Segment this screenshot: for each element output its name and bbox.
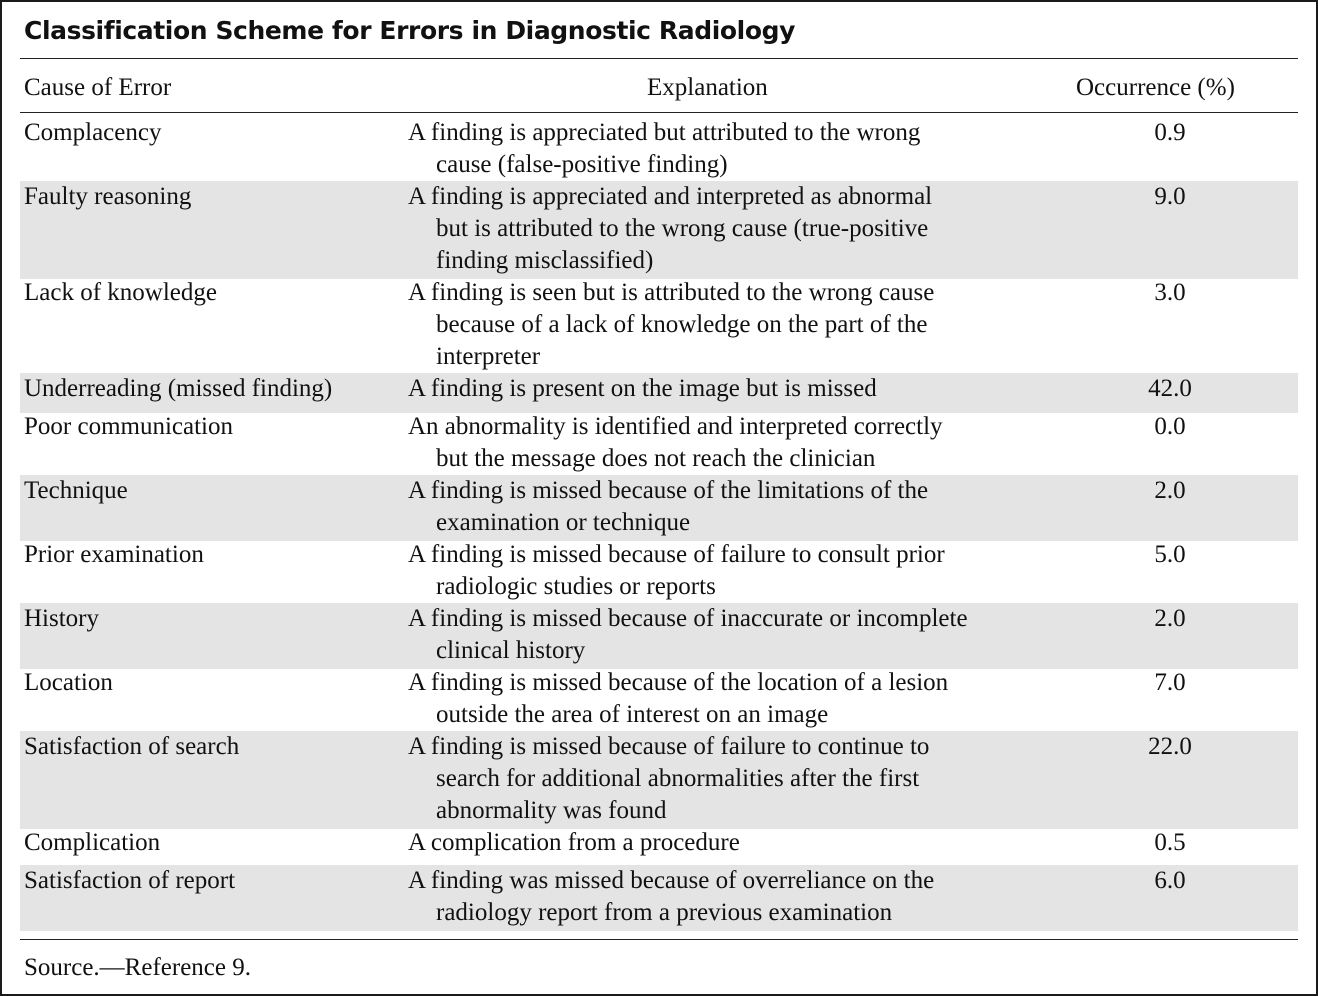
cell-explanation [408,865,1068,929]
header-cause: Cause of Error [24,74,172,101]
explanation-line: A finding is seen but is attributed to the wrong cause [408,279,935,306]
explanation-line: outside the area of interest on an image [436,701,829,728]
header-rule [20,112,1298,113]
cell-explanation [408,117,1068,181]
cell-cause: History [24,605,99,632]
explanation-line: A finding is present on the image but is missed [408,375,877,402]
table-row [20,411,1298,477]
cell-explanation [408,373,1068,405]
cell-cause: Technique [24,477,128,504]
cell-explanation [408,181,1068,277]
explanation-line: A finding is missed because of the location of a lesion [408,669,949,696]
explanation-line: because of a lack of knowledge on the part of the [436,311,928,338]
cell-occurrence: 6.0 [1154,867,1186,894]
explanation-line: search for additional abnormalities after the first [436,765,920,792]
explanation-line: but is attributed to the wrong cause (true-positive [436,215,929,242]
table-row [20,539,1298,605]
cell-cause: Satisfaction of report [24,867,236,894]
table-row [20,667,1298,733]
cell-cause: Satisfaction of search [24,733,240,760]
table-row [20,117,1298,183]
cell-explanation [408,731,1068,827]
cell-explanation [408,539,1068,603]
cell-explanation [408,475,1068,539]
cell-explanation [408,603,1068,667]
cell-cause: Complication [24,829,161,856]
table-row [20,277,1298,375]
table-row [20,731,1298,829]
explanation-line: finding misclassified) [436,247,654,274]
table-row [20,603,1298,669]
bottom-rule [20,939,1298,940]
title-rule [20,58,1298,59]
explanation-line: A finding is appreciated and interpreted as abnormal [408,183,933,210]
explanation-line: A finding is appreciated but attributed to the wrong [408,119,921,146]
explanation-line: clinical history [436,637,586,664]
cell-cause: Location [24,669,113,696]
explanation-line: A finding is missed because of inaccurate or incomplete [408,605,968,632]
cell-cause: Lack of knowledge [24,279,217,306]
explanation-line: A finding is missed because of failure to continue to [408,733,930,760]
explanation-line: but the message does not reach the clinician [436,445,876,472]
cell-occurrence: 9.0 [1154,183,1186,210]
cell-occurrence: 2.0 [1154,477,1186,504]
cell-occurrence: 0.9 [1154,119,1186,146]
cell-explanation [408,411,1068,475]
table-row [20,181,1298,279]
cell-cause: Faulty reasoning [24,183,192,210]
cell-explanation [408,667,1068,731]
explanation-line: An abnormality is identified and interpreted correctly [408,413,943,440]
table-row [20,475,1298,541]
cell-occurrence: 0.5 [1154,829,1186,856]
cell-cause: Prior examination [24,541,204,568]
cell-cause: Poor communication [24,413,233,440]
cell-explanation [408,277,1068,373]
cell-explanation [408,827,1068,859]
cell-occurrence: 5.0 [1154,541,1186,568]
header-occurrence: Occurrence (%) [1076,74,1235,101]
explanation-line: interpreter [436,343,541,370]
cell-occurrence: 7.0 [1154,669,1186,696]
explanation-line: radiology report from a previous examination [436,899,893,926]
table-source-note: Source.—Reference 9. [24,954,251,981]
explanation-line: radiologic studies or reports [436,573,716,600]
cell-cause: Complacency [24,119,162,146]
cell-cause: Underreading (missed finding) [24,375,333,402]
table-row [20,373,1298,413]
table-row [20,865,1298,931]
explanation-line: examination or technique [436,509,691,536]
cell-occurrence: 3.0 [1154,279,1186,306]
cell-occurrence: 22.0 [1148,733,1192,760]
explanation-line: A finding was missed because of overreliance on the [408,867,935,894]
explanation-line: A finding is missed because of the limitations of the [408,477,929,504]
explanation-line: A finding is missed because of failure to consult prior [408,541,945,568]
cell-occurrence: 42.0 [1148,375,1192,402]
cell-occurrence: 2.0 [1154,605,1186,632]
explanation-line: A complication from a procedure [408,829,740,856]
cell-occurrence: 0.0 [1154,413,1186,440]
table-title: Classification Scheme for Errors in Diagnostic Radiology [24,16,795,45]
header-explanation: Explanation [647,74,768,101]
explanation-line: cause (false-positive finding) [436,151,728,178]
explanation-line: abnormality was found [436,797,667,824]
table-row [20,827,1298,867]
